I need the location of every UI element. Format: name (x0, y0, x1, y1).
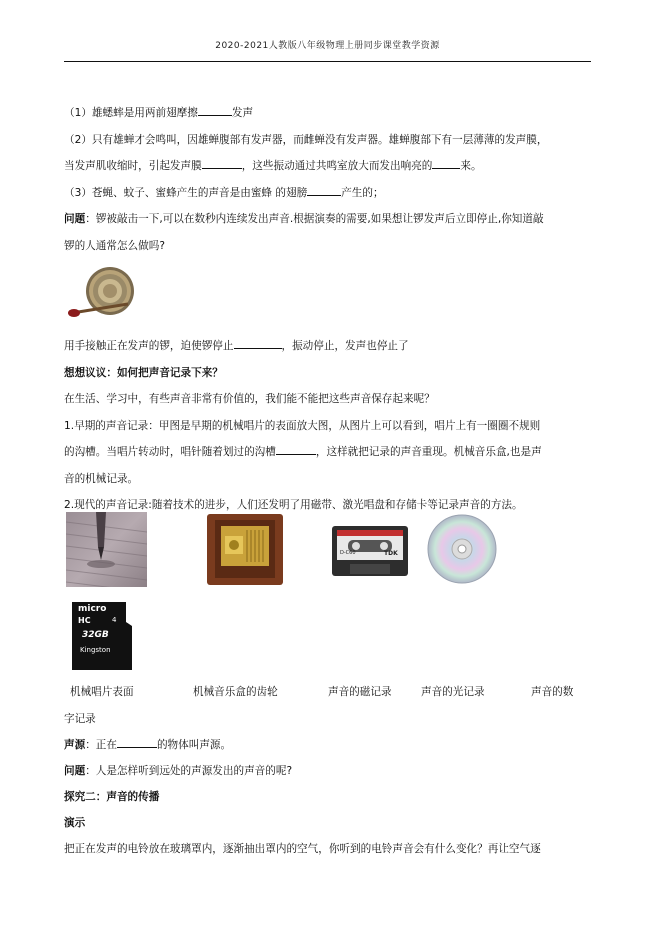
question-label: 问题 (64, 765, 86, 777)
text: 锣的人通常怎么做吗? (64, 239, 165, 252)
paragraph-cicada-2 (64, 153, 591, 180)
caption-digital-cont: 字记录 (64, 713, 96, 725)
text: ，这样就把记录的声音重现。机械音乐盒,也是声 (315, 446, 542, 458)
cd-graphic (423, 512, 501, 587)
paragraph-early-1: 1.早期的声音记录：甲图是早期的机械唱片的表面放大图，从图片上可以看到，唱片上有一圈圈不规则 (64, 419, 541, 432)
text: 来。 (460, 160, 482, 172)
paragraph-cicada-1 (64, 127, 591, 154)
caption-record-surface: 机械唱片表面 (70, 686, 134, 698)
caption-optical: 声音的光记录 (421, 686, 485, 698)
paragraph-early-2 (64, 439, 591, 466)
question-gong-2 (64, 233, 591, 260)
fill-blank (117, 737, 157, 748)
sd-capacity-label: 32GB (82, 630, 109, 640)
paragraph-demo: 把正在发声的电铃放在玻璃罩内，逐渐抽出罩内的空气，你听到的电铃声音会有什么变化？再让空气逐 (64, 843, 541, 855)
text: 用手接触正在发声的锣，迫使锣停止 (64, 340, 234, 352)
text: 的物体叫声源。 (156, 739, 232, 751)
discussion-heading: 想想议议：如何把声音记录下来？ (64, 366, 223, 379)
cd-image (423, 512, 501, 587)
question-gong (64, 206, 591, 233)
music-box-graphic (205, 512, 285, 587)
cassette-image (330, 512, 410, 587)
gong-image (66, 263, 154, 325)
fill-blank (432, 158, 460, 169)
paragraph-insects (64, 180, 591, 207)
paragraph-modern: 2.现代的声音记录:随着技术的进步，人们还发明了用磁带、激光唱盘和存储卡等记录声音的方法。 (64, 499, 523, 511)
question-label: 问题 (64, 213, 86, 225)
page-header: 2020-2021人教版八年级物理上册同步课堂教学资源 (215, 41, 440, 51)
text: 发声 (231, 107, 254, 119)
fill-blank (198, 105, 232, 116)
sd-micro-label: micro (78, 604, 107, 614)
cassette-label: D-C60 (340, 550, 356, 556)
explore-heading: 探究二：声音的传播 (64, 791, 160, 803)
music-box-image (205, 512, 285, 587)
text: （3）苍蝇、蚊子、蜜蜂产生的声音是由蜜蜂 的翅膀 (64, 186, 308, 199)
paragraph-intro: 在生活、学习中，有些声音非常有价值的，我们能不能把这些声音保存起来呢？ (64, 393, 435, 405)
sd-brand-label: Kingston (80, 646, 111, 654)
header-rule (64, 61, 591, 62)
definition-sound-source (64, 732, 591, 758)
text: 产生的； (341, 186, 384, 199)
answer-gong (64, 333, 591, 360)
text: （2）只有雄蝉才会鸣叫，因雄蝉腹部有发声器，而雌蝉没有发声器。雄蝉腹部下有一层薄薄的发声膜， (64, 133, 548, 146)
caption-magnetic: 声音的磁记录 (328, 686, 392, 698)
cassette-brand: TDK (384, 550, 398, 557)
sd-card-image (66, 600, 138, 672)
caption-music-box: 机械音乐盒的齿轮 (193, 686, 278, 698)
paragraph-cricket (64, 100, 591, 127)
caption-digital: 声音的数 (531, 686, 574, 698)
fill-blank (307, 185, 341, 196)
text: ：人是怎样听到远处的声源发出的声音的呢? (85, 765, 293, 777)
paragraph-early-3: 音的机械记录。 (64, 472, 139, 485)
lower-section (64, 706, 591, 862)
question-hearing (64, 758, 591, 784)
text: 当发声肌收缩时，引起发声膜 (64, 160, 202, 172)
fill-blank (276, 444, 316, 455)
sd-hc-label: HC (78, 616, 91, 625)
text: ，振动停止，发声也停止了 (281, 340, 409, 352)
fill-blank (202, 158, 242, 169)
record-needle-graphic (66, 512, 147, 587)
sd-class-label: 4 (112, 616, 117, 624)
text: ，这些振动通过共鸣室放大而发出响亮的 (241, 160, 433, 172)
text: （1）雄蟋蟀是用两前翅摩擦 (64, 107, 198, 119)
text: 的沟槽。当唱片转动时，唱针随着划过的沟槽 (64, 446, 276, 458)
text: ：正在 (85, 739, 117, 751)
demo-heading: 演示 (64, 817, 86, 829)
definition-label: 声源 (64, 739, 86, 751)
record-surface-image (66, 512, 147, 587)
text: ：锣被敲击一下,可以在数秒内连续发出声音.根据演奏的需要,如果想让锣发声后立即停止,你知道敲 (85, 213, 544, 225)
fill-blank (234, 338, 282, 349)
